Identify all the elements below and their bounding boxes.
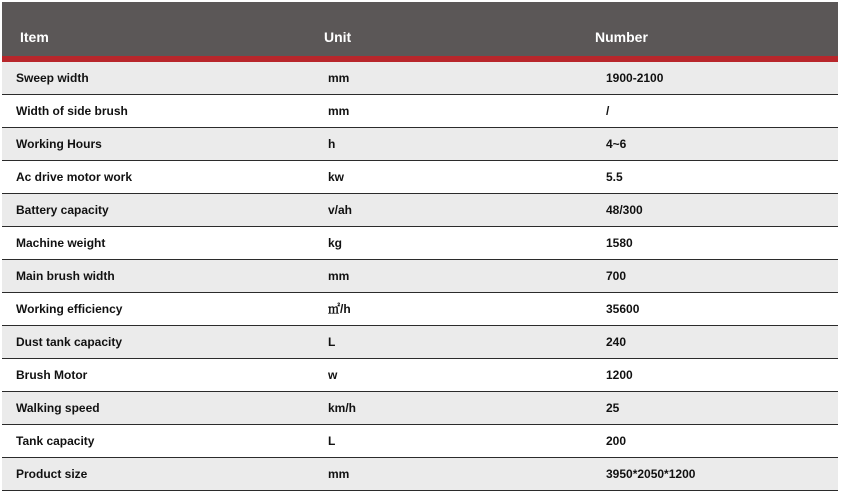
table-row	[2, 260, 838, 293]
cell-item: Sweep width	[16, 71, 89, 85]
cell-item: Working Hours	[16, 137, 102, 151]
cell-number: 200	[606, 434, 627, 448]
cell-unit: kg	[328, 236, 343, 250]
cell-item: Working efficiency	[16, 302, 123, 316]
cell-number: 4~6	[606, 137, 627, 151]
cell-unit: w	[328, 368, 338, 382]
table-row	[2, 425, 838, 458]
header-item: Item	[20, 29, 49, 45]
cell-item: Ac drive motor work	[16, 170, 133, 184]
table-row	[2, 458, 838, 491]
cell-number: 5.5	[606, 170, 623, 184]
header-number: Number	[595, 29, 648, 45]
table-header	[2, 2, 838, 56]
table-row	[2, 161, 838, 194]
table-row	[2, 95, 838, 128]
cell-item: Width of side brush	[16, 104, 128, 118]
table-row	[2, 359, 838, 392]
spec-table	[2, 2, 838, 491]
cell-unit: mm	[328, 467, 350, 481]
cell-unit: ㎡/h	[328, 302, 351, 316]
cell-unit: kw	[328, 170, 345, 184]
table-row	[2, 128, 838, 161]
cell-unit: v/ah	[328, 203, 353, 217]
cell-number: 1900-2100	[606, 71, 664, 85]
cell-number: 48/300	[606, 203, 643, 217]
header-unit: Unit	[324, 29, 352, 45]
cell-unit: mm	[328, 104, 350, 118]
cell-item: Machine weight	[16, 236, 106, 250]
cell-item: Product size	[16, 467, 88, 481]
table-row	[2, 62, 838, 95]
cell-item: Tank capacity	[16, 434, 95, 448]
cell-unit: h	[328, 137, 336, 151]
cell-number: 35600	[606, 302, 640, 316]
cell-unit: km/h	[328, 401, 357, 415]
table-row	[2, 194, 838, 227]
cell-item: Brush Motor	[16, 368, 88, 382]
cell-number: /	[606, 104, 610, 118]
table-row	[2, 227, 838, 260]
cell-item: Dust tank capacity	[16, 335, 123, 349]
table-row	[2, 326, 838, 359]
cell-item: Walking speed	[16, 401, 100, 415]
cell-unit: mm	[328, 71, 350, 85]
cell-number: 240	[606, 335, 627, 349]
cell-unit: mm	[328, 269, 350, 283]
cell-number: 700	[606, 269, 627, 283]
cell-number: 1580	[606, 236, 633, 250]
cell-number: 25	[606, 401, 620, 415]
table-row	[2, 293, 838, 326]
cell-unit: L	[328, 434, 336, 448]
cell-unit: L	[328, 335, 336, 349]
cell-number: 3950*2050*1200	[606, 467, 696, 481]
cell-number: 1200	[606, 368, 633, 382]
cell-item: Main brush width	[16, 269, 115, 283]
table-row	[2, 392, 838, 425]
cell-item: Battery capacity	[16, 203, 109, 217]
